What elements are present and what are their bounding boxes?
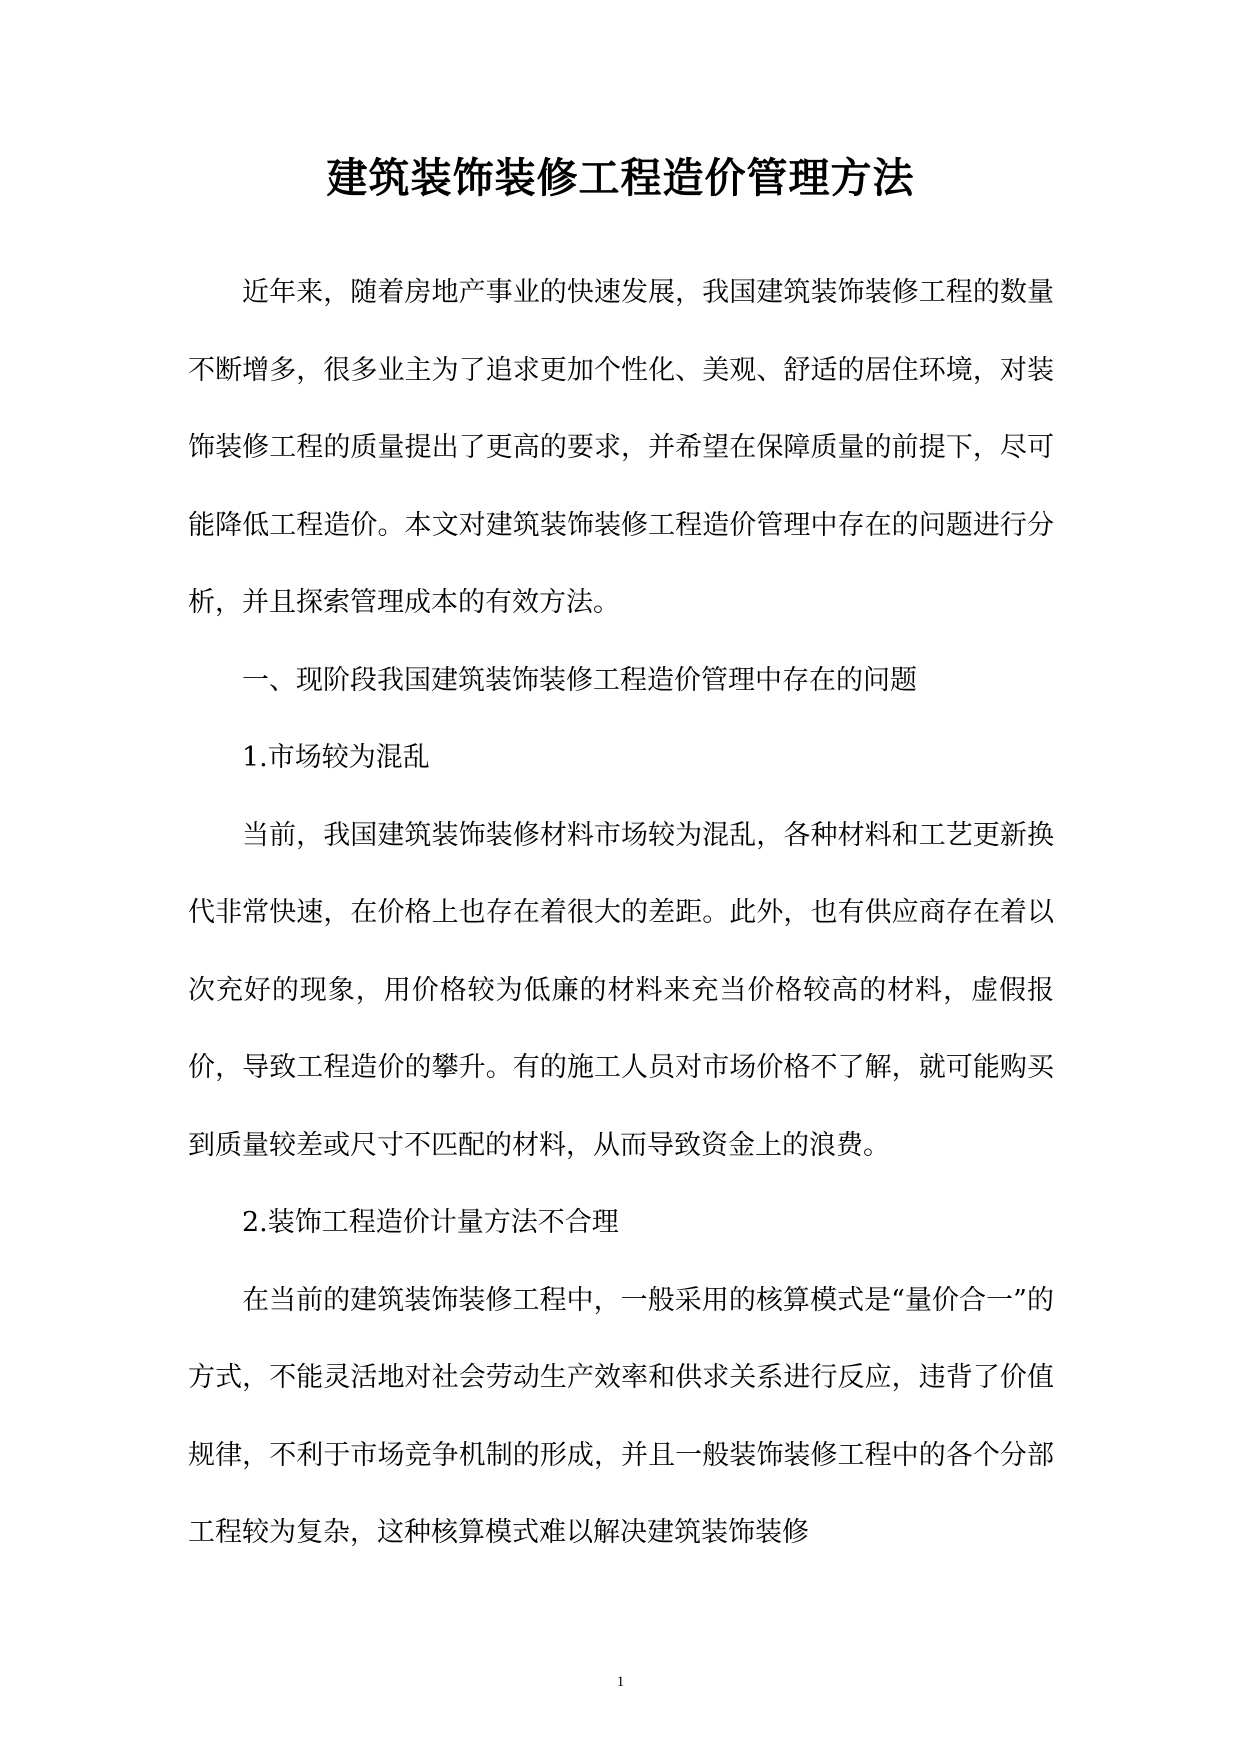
document-body [188,254,1054,1572]
subsection-heading-1: 1.市场较为混乱 [242,742,430,773]
section-heading: 一、现阶段我国建筑装饰装修工程造价管理中存在的问题 [242,664,917,696]
subsection-heading-2: 2.装饰工程造价计量方法不合理 [242,1207,619,1238]
paragraph-market: 当前，我国建筑装饰装修材料市场较为混乱，各种材料和工艺更新换代非常快速，在价格上也存在着很大的差距。此外，也有供应商存在着以次充好的现象，用价格较为低廉的材料来充当价格较高的材料，虚假报价，导致工程造价的攀升。有的施工人员对市场价格不了解，就可能购买到质量较差或尺寸不匹配的材料，从而导致资金上的浪费。 [188,819,1054,1161]
paragraph-intro: 近年来，随着房地产事业的快速发展，我国建筑装饰装修工程的数量不断增多，很多业主为了追求更加个性化、美观、舒适的居住环境，对装饰装修工程的质量提出了更高的要求，并希望在保障质量的前提下，尽可能降低工程造价。本文对建筑装饰装修工程造价管理中存在的问题进行分析，并且探索管理成本的有效方法。 [188,277,1054,618]
paragraph-measurement: 在当前的建筑装饰装修工程中，一般采用的核算模式是“量价合一”的方式，不能灵活地对社会劳动生产效率和供求关系进行反应，违背了价值规律，不利于市场竞争机制的形成，并且一般装饰装修工程中的各个分部工程较为复杂，这种核算模式难以解决建筑装饰装修 [188,1284,1054,1548]
document-title: 建筑装饰装修工程造价管理方法 [326,154,915,202]
page-number: 1 [616,1674,625,1690]
